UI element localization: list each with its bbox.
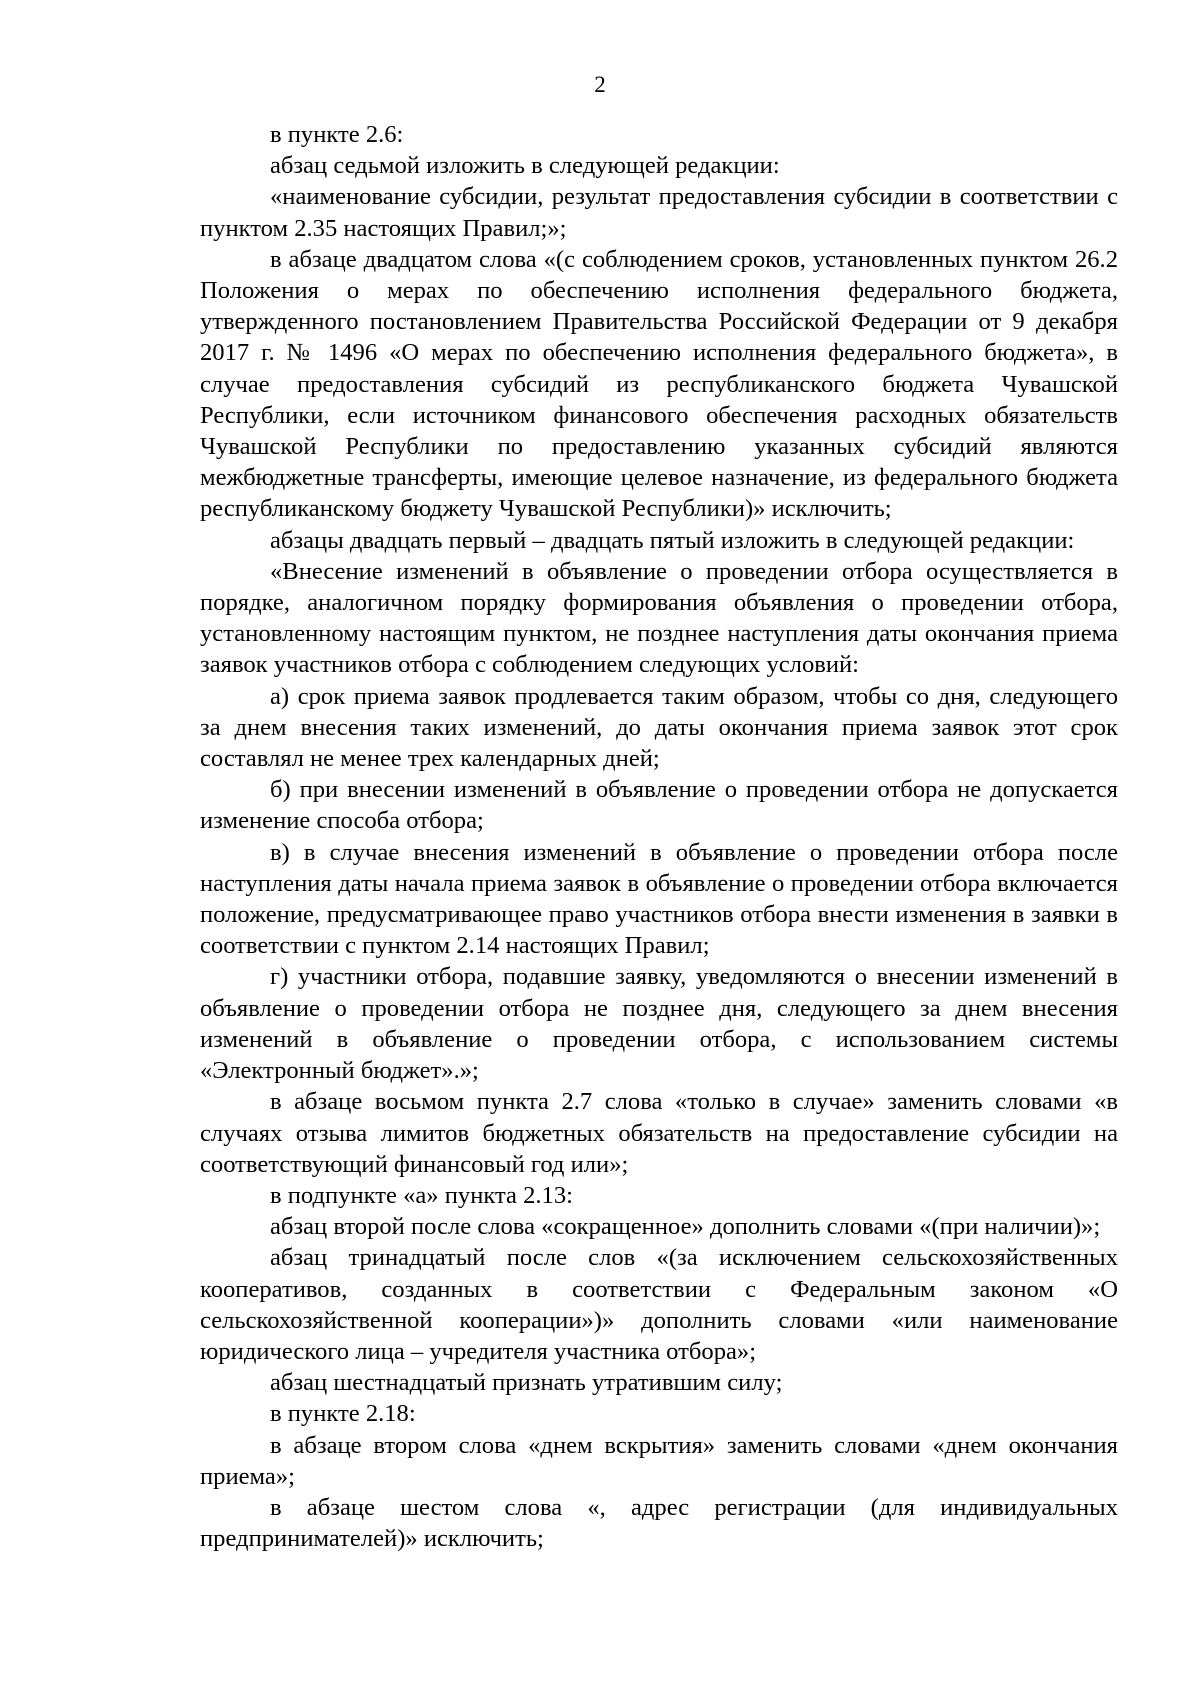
paragraph: б) при внесении изменений в объявление о проведении отбора не допускается изменение способа отбора; <box>200 776 1118 835</box>
paragraph: абзац тринадцатый после слов «(за исключением сельскохозяйственных кооперативов, созданных в соответствии с Федеральным законом «О сельскохозяйственной кооперации»)» дополнить словами «или наименование юридического лица – учредителя участника отбора»; <box>200 1244 1118 1365</box>
paragraph: абзац седьмой изложить в следующей редакции: <box>270 152 780 180</box>
paragraph: в абзаце втором слова «днем вскрытия» заменить словами «днем окончания приема»; <box>200 1431 1118 1490</box>
paragraph: абзацы двадцать первый – двадцать пятый изложить в следующей редакции: <box>270 526 1075 554</box>
paragraph: в пункте 2.6: <box>270 121 404 148</box>
paragraph: в пункте 2.18: <box>270 1400 416 1428</box>
paragraph: абзац второй после слова «сокращенное» дополнить словами «(при наличии)»; <box>270 1213 1101 1241</box>
page-number: 2 <box>594 72 606 97</box>
paragraph: абзац шестнадцатый признать утратившим силу; <box>270 1369 783 1397</box>
paragraph: в абзаце двадцатом слова «(с соблюдением сроков, установленных пунктом 26.2 Положения о мерах по обеспечению исполнения федерального бюджета, утвержденного постановлением Правительства Российской Федерации от 9 декабря 2017 г. № 1496 «О мерах по обеспечению исполнения федерального бюджета», в случае предоставления субсидий из республиканского бюджета Чувашской Республики, если источником финансового обеспечения расходных обязательств Чувашской Республики по предоставлению указанных субсидий являются межбюджетные трансферты, имеющие целевое назначение, из федерального бюджета республиканскому бюджету Чувашской Республики)» исключить; <box>200 245 1118 523</box>
paragraph: г) участники отбора, подавшие заявку, уведомляются о внесении изменений в объявление о проведении отбора не позднее дня, следующего за днем внесения изменений в объявление о проведении отбора, с использованием системы «Электронный бюджет».»; <box>200 963 1118 1085</box>
paragraph: в) в случае внесения изменений в объявление о проведении отбора после наступления даты начала приема заявок в объявление о проведении отбора включается положение, предусматривающее право участников отбора внести изменения в заявки в соответствии с пунктом 2.14 настоящих Правил; <box>200 838 1118 960</box>
paragraph: в абзаце восьмом пункта 2.7 слова «только в случае» заменить словами «в случаях отзыва лимитов бюджетных обязательств на предоставление субсидии на соответствующий финансовый год или»; <box>200 1088 1118 1178</box>
document-body <box>200 119 1118 1554</box>
paragraph: в абзаце шестом слова «, адрес регистрации (для индивидуальных предпринимателей)» исключить; <box>200 1493 1118 1553</box>
paragraph: а) срок приема заявок продлевается таким образом, чтобы со дня, следующего за днем внесения таких изменений, до даты окончания приема заявок этот срок составлял не менее трех календарных дней; <box>200 682 1118 773</box>
paragraph: «Внесение изменений в объявление о проведении отбора осуществляется в порядке, аналогичном порядку формирования объявления о проведении отбора, установленному настоящим пунктом, не позднее наступления даты окончания приема заявок участников отбора с соблюдением следующих условий: <box>200 557 1118 679</box>
paragraph: в подпункте «а» пункта 2.13: <box>270 1181 573 1209</box>
paragraph: «наименование субсидии, результат предоставления субсидии в соответствии с пунктом 2.35 настоящих Правил;»; <box>200 183 1118 242</box>
